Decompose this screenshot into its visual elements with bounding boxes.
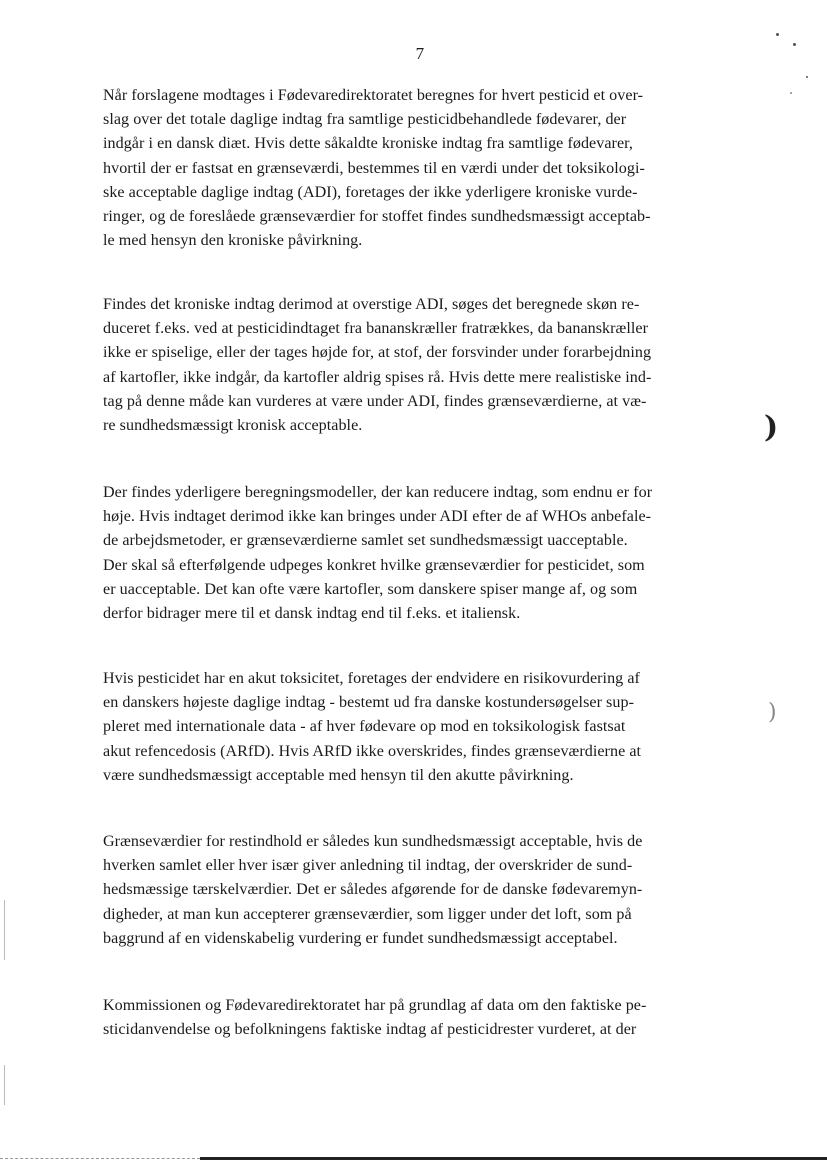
paragraph-chronic-intake-assessment: Når forslagene modtages i Fødevaredirektoratet beregnes for hvert pesticid et over- slag over det totale daglige indtag fra samtlige pesticidbehandlede fødevarer, der indgår i en dansk diæt. Hvis dette såkaldte kroniske indtag fra samtlige fødevarer, hvortil der er fastsat en grænseværdi, bestemmes til en værdi under det toksikologi- ske acceptable daglige indtag (ADI), foretages der ikke yderligere kroniske vurde- ringer, og de foreslåede grænseværdier for stoffet findes sundhedsmæssigt acceptab- le med hensyn den kroniske påvirkning. — [103, 87, 651, 250]
scan-bottom-edge-faint — [0, 1158, 200, 1160]
scan-faint-bracket-mark-icon: ) — [768, 700, 777, 725]
scan-margin-line — [4, 900, 5, 960]
paragraph-limit-values-acceptability: Grænseværdier for restindhold er således kun sundhedsmæssigt acceptable, hvis de hverken samlet eller hver især giver anledning til indtag, der overskrider de sund- hedsmæssige tærskelværdier. Det er således afgørende for de danske fødevaremyn- digheder, at man kun accepterer grænseværdier, som ligger under det loft, som på baggrund af en videnskabelig vurdering er fundet sundhedsmæssigt acceptabel. — [103, 833, 643, 947]
scan-speck-icon — [790, 92, 792, 94]
scan-bottom-edge — [200, 1157, 827, 1160]
page-number: 7 — [415, 44, 425, 63]
scan-margin-line — [4, 1065, 5, 1105]
paragraph-commission-assessment: Kommissionen og Fødevaredirektoratet har på grundlag af data om den faktiske pe- sticidanvendelse og befolkningens faktiske indtag af pesticidrester vurderet, at der — [103, 997, 647, 1039]
scan-bracket-mark-icon: ) — [764, 410, 779, 445]
scan-speck-icon — [776, 33, 779, 36]
paragraph-calculation-models: Der findes yderligere beregningsmodeller, der kan reducere indtag, som endnu er for høje. Hvis indtaget derimod ikke kan bringes under ADI efter de af WHOs anbefale- de arbejdsmetoder, er grænseværdierne samlet set sundhedsmæssigt uacceptable. Der skal så efterfølgende udpeges konkret hvilke grænseværdier for pesticidet, som er uacceptable. Det kan ofte være kartofler, som danskere spiser mange af, og som derfor bidrager mere til et dansk indtag end til f.eks. et italiensk. — [103, 484, 653, 623]
paragraph-acute-toxicity: Hvis pesticidet har en akut toksicitet, foretages der endvidere en risikovurdering af en danskers højeste daglige indtag - bestemt ud fra danske kostundersøgelser sup- pleret med internationale data - af hver fødevare op mod en toksikologisk fastsat akut refencedosis (ARfD). Hvis ARfD ikke overskrides, findes grænseværdierne at være sundhedsmæssigt acceptable med hensyn til den akutte påvirkning. — [103, 670, 642, 784]
scan-speck-icon — [793, 43, 796, 46]
scan-speck-icon — [806, 76, 808, 78]
paragraph-adi-exceedance: Findes det kroniske indtag derimod at overstige ADI, søges det beregnede skøn re- duceret f.eks. ved at pesticidindtaget fra bananskræller fratrækkes, da bananskræller ikke er spiselige, eller der tages højde for, at stof, der forsvinder under forarbejdning af kartofler, ikke indgår, da kartofler aldrig spises rå. Hvis dette mere realistiske ind- tag på denne måde kan vurderes at være under ADI, findes grænseværdierne, at væ- re sundhedsmæssigt kronisk acceptable. — [103, 296, 652, 435]
